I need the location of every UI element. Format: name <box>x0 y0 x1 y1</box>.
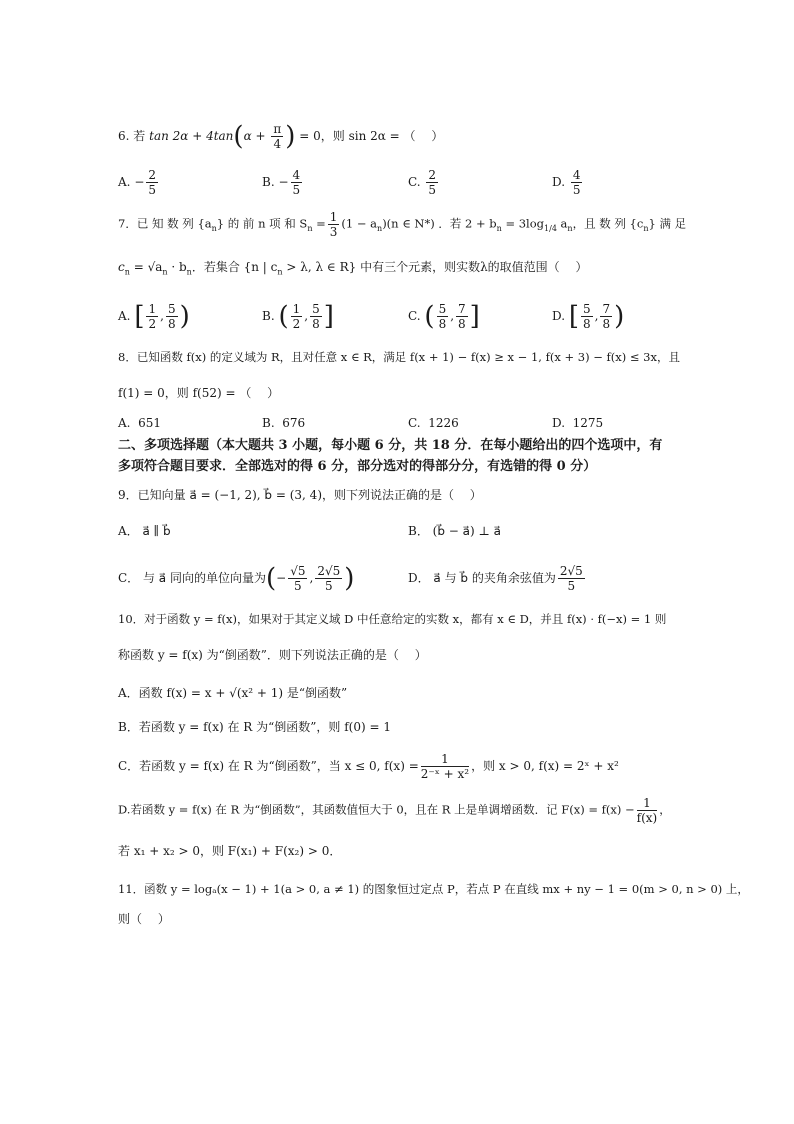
q7-text: ．若集合 {n | c <box>191 260 278 274</box>
option-label: D. <box>552 309 566 323</box>
paren-right: ) <box>344 563 355 594</box>
q10-option-c[interactable] <box>118 752 619 781</box>
option-num: √5 <box>290 564 306 578</box>
q7-text: > λ, λ ∈ R} 中有三个元素，则实数λ的取值范围（ ） <box>282 260 588 274</box>
q6-four: 4 <box>273 137 282 151</box>
option-text: 1226 <box>428 416 459 430</box>
option-num: 4 <box>572 168 581 182</box>
q7-text: ，且 数 列 {c <box>572 216 644 231</box>
section2-heading-line1: 二、多项选择题（本大题共 3 小题，每小题 6 分，共 18 分．在每小题给出的四个选项中，有 <box>118 438 663 453</box>
q7-option-c[interactable]: C. ( $\frac{5}{8}$ , $\frac{7}{8}$ ] <box>408 301 480 332</box>
q8-option-b[interactable] <box>262 414 305 432</box>
bracket-left: ( <box>424 301 435 332</box>
option-text: C．若函数 y = f(x) 在 R 为“倒函数”，当 x ≤ 0, f(x) = <box>118 759 419 773</box>
option-num: 5 <box>167 302 176 316</box>
option-text: C． 与 a⃗ 同向的单位向量为 <box>118 571 266 585</box>
q8-stem-line2: f(1) = 0，则 f(52) = （ ） <box>118 386 280 400</box>
q9-option-a[interactable]: A． a⃗ ∥ b⃗ <box>118 524 171 538</box>
option-num: 1 <box>637 796 658 811</box>
option-num: 5 <box>583 302 591 316</box>
q9-stem: 9．已知向量 a⃗ = (−1, 2), b⃗ = (3, 4)，则下列说法正确的是（ ） <box>118 488 482 502</box>
option-fraction <box>600 302 612 331</box>
q11-stem-line2: 则（ ） <box>118 912 170 926</box>
option-den: 2 <box>292 317 301 331</box>
q7-sub: n <box>567 223 573 233</box>
option-den: 5 <box>428 183 437 197</box>
q7-sub: n <box>496 223 502 233</box>
q7-sub: n <box>277 267 283 277</box>
option-text: ，则 x > 0, f(x) = 2ˣ + x² <box>471 759 619 773</box>
option-fraction <box>426 168 438 197</box>
q9-option-d[interactable] <box>408 564 587 593</box>
option-num: 1 <box>148 302 157 316</box>
option-den: 2 <box>148 317 157 331</box>
q6-alpha-plus: α + <box>243 129 266 143</box>
q9-option-c[interactable]: C． 与 a⃗ 同向的单位向量为(− $\frac{√5}{5}$ , $\frac{2√5}{5}$ ) <box>118 563 355 594</box>
q7-text: = √a <box>129 260 163 274</box>
option-den: 8 <box>167 317 176 331</box>
q7-text: 7．已 知 数 列 {a <box>118 216 212 231</box>
q6-option-b[interactable] <box>262 168 304 197</box>
option-num: 5 <box>438 302 447 316</box>
option-den: 8 <box>438 317 447 331</box>
bracket-right: ) <box>179 301 190 332</box>
option-num: 2 <box>428 168 437 182</box>
option-num: 2√5 <box>317 564 341 578</box>
option-text: ， <box>659 802 671 817</box>
section2-heading-line2: 多项符合题目要求．全部选对的得 6 分，部分选对的得部分分，有选错的得 0 分） <box>118 459 597 474</box>
option-fraction <box>146 168 158 197</box>
q6-ask: ，则 sin 2α = （ ） <box>320 129 444 143</box>
q7-text: } 满 足 <box>648 216 687 231</box>
q6-paren-left: ( <box>233 121 244 152</box>
option-fraction <box>558 564 585 593</box>
option-den: 8 <box>583 317 591 331</box>
q10-stem-line1: 10．对于函数 y = f(x)，如果对于其定义域 D 中任意给定的实数 x，都有 x ∈ D，并且 f(x) · f(−x) = 1 则 <box>118 612 667 626</box>
q7-text: = <box>312 216 326 231</box>
option-den: 8 <box>312 317 320 331</box>
q7-sub: n <box>643 223 649 233</box>
q7-text: a <box>556 216 568 231</box>
q7-text: )(n ∈ N*) ．若 2 + b <box>382 216 497 231</box>
q7-frac-den: 3 <box>329 225 338 239</box>
option-num: 4 <box>292 168 301 182</box>
option-text: 676 <box>282 416 306 430</box>
option-num: 1 <box>421 752 469 767</box>
option-fraction <box>581 302 593 331</box>
option-den: 5 <box>567 579 576 593</box>
bracket-right: ) <box>614 301 625 332</box>
q7-text: · b <box>167 260 187 274</box>
option-label: A. <box>118 175 131 189</box>
q7-stem-line1 <box>118 210 686 239</box>
q7-text: } 的 前 n 项 和 S <box>216 216 308 231</box>
option-fraction <box>166 302 178 331</box>
bracket-right: ] <box>323 301 334 332</box>
option-fraction <box>571 168 583 197</box>
option-label: B. <box>262 309 275 323</box>
option-num: 2√5 <box>559 564 583 578</box>
option-num: 2 <box>148 168 157 182</box>
option-text: D． a⃗ 与 b⃗ 的夹角余弦值为 <box>408 571 556 585</box>
option-label: A. <box>118 416 131 430</box>
q8-option-d[interactable] <box>552 414 603 432</box>
q7-text: = 3log <box>501 216 545 231</box>
q7-sub: n <box>211 223 217 233</box>
option-den: f(x) <box>636 811 658 825</box>
option-num: 1 <box>292 302 301 316</box>
q6-pi-over-4 <box>271 122 283 151</box>
bracket-right: ] <box>469 301 480 332</box>
option-label: C. <box>408 416 421 430</box>
q7-sub: n <box>186 267 192 277</box>
option-sign: − <box>278 175 289 189</box>
option-num: 7 <box>458 302 466 316</box>
q10-option-a[interactable]: A．函数 f(x) = x + √(x² + 1) 是“倒函数” <box>118 686 348 700</box>
option-fraction <box>310 302 322 331</box>
q7-sub: n <box>307 223 313 233</box>
option-fraction <box>315 564 342 593</box>
q7-sub: n <box>162 267 168 277</box>
q8-option-c[interactable] <box>408 414 459 432</box>
option-label: B. <box>262 175 275 189</box>
q7-one-third <box>328 210 340 239</box>
option-fraction <box>146 302 158 331</box>
q6-option-a[interactable] <box>118 168 160 197</box>
q6-eq-zero: = 0 <box>299 129 321 143</box>
q7-option-d[interactable]: D. [ $\frac{5}{8}$ , $\frac{7}{8}$ ) <box>552 301 625 332</box>
q7-sub: n <box>124 267 130 277</box>
q8-stem-line1: 8．已知函数 f(x) 的定义域为 R，且对任意 x ∈ R，满足 f(x + 1) − f(x) ≥ x − 1, f(x + 3) − f(x) ≤ 3x，且 <box>118 350 680 364</box>
option-num: 5 <box>312 302 320 316</box>
option-num: 7 <box>602 302 611 316</box>
option-label: D. <box>552 416 566 430</box>
option-fraction <box>291 302 303 331</box>
option-text: 1275 <box>572 416 604 430</box>
q9-option-b[interactable]: B． (b⃗ − a⃗) ⊥ a⃗ <box>408 524 501 538</box>
q6-option-c[interactable] <box>408 168 440 197</box>
option-fraction <box>288 564 307 593</box>
q7-option-b[interactable]: B. ( $\frac{1}{2}$ , $\frac{5}{8}$ ] <box>262 301 334 332</box>
option-den: 8 <box>602 317 611 331</box>
q6-stem <box>118 122 443 151</box>
bracket-left: [ <box>568 301 579 332</box>
q7-sub: n <box>377 223 383 233</box>
q6-option-d[interactable] <box>552 168 584 197</box>
option-den: 5 <box>148 183 157 197</box>
option-sign: − <box>134 175 145 189</box>
paren-left: ( <box>265 563 277 594</box>
option-label: D. <box>552 175 566 189</box>
q6-pi: π <box>273 122 282 136</box>
q7-text: (1 − a <box>341 216 378 231</box>
q7-option-a[interactable]: A. [ $\frac{1}{2}$ , $\frac{5}{8}$ ) <box>118 301 190 332</box>
q7-log-base: 1/4 <box>544 223 557 233</box>
q10-option-b[interactable]: B．若函数 y = f(x) 在 R 为“倒函数”，则 f(0) = 1 <box>118 720 391 734</box>
q6-number: 6. <box>118 129 130 143</box>
q7-stem-line2 <box>118 258 588 281</box>
q8-option-a[interactable] <box>118 414 161 432</box>
option-fraction <box>637 796 658 825</box>
option-label: A. <box>118 309 131 323</box>
q6-paren-right: ) <box>285 121 296 152</box>
option-label: B. <box>262 416 275 430</box>
option-den: 2⁻ˣ + x² <box>420 767 470 781</box>
option-fraction <box>437 302 449 331</box>
q10-option-d[interactable] <box>118 796 671 825</box>
option-fraction <box>456 302 468 331</box>
option-den: 5 <box>324 579 333 593</box>
q6-prefix: 若 <box>133 129 146 143</box>
q6-expr-left: tan 2α + 4tan <box>149 129 234 143</box>
bracket-left: [ <box>134 301 145 332</box>
bracket-left: ( <box>278 301 289 332</box>
option-label: C. <box>408 309 421 323</box>
option-text: 651 <box>138 416 162 430</box>
q7-text: c <box>118 260 125 274</box>
q11-stem-line1: 11．函数 y = logₐ(x − 1) + 1(a > 0, a ≠ 1) 的图象恒过定点 P，若点 P 在直线 mx + ny − 1 = 0(m > 0, n > 0) 上， <box>118 882 749 896</box>
option-fraction <box>291 168 303 197</box>
option-den: 8 <box>458 317 466 331</box>
q10-stem-line2: 称函数 y = f(x) 为“倒函数”．则下列说法正确的是（ ） <box>118 648 427 662</box>
option-den: 5 <box>292 183 301 197</box>
q10-option-d-line2: 若 x₁ + x₂ > 0，则 F(x₁) + F(x₂) > 0． <box>118 844 342 858</box>
option-den: 5 <box>294 579 302 593</box>
q7-frac-num: 1 <box>329 210 338 224</box>
option-text: D.若函数 y = f(x) 在 R 为“倒函数”，其函数值恒大于 0，且在 R 上是单调增函数．记 F(x) = f(x) − <box>118 802 635 817</box>
option-den: 5 <box>572 183 581 197</box>
option-fraction <box>421 752 469 781</box>
option-label: C. <box>408 175 421 189</box>
